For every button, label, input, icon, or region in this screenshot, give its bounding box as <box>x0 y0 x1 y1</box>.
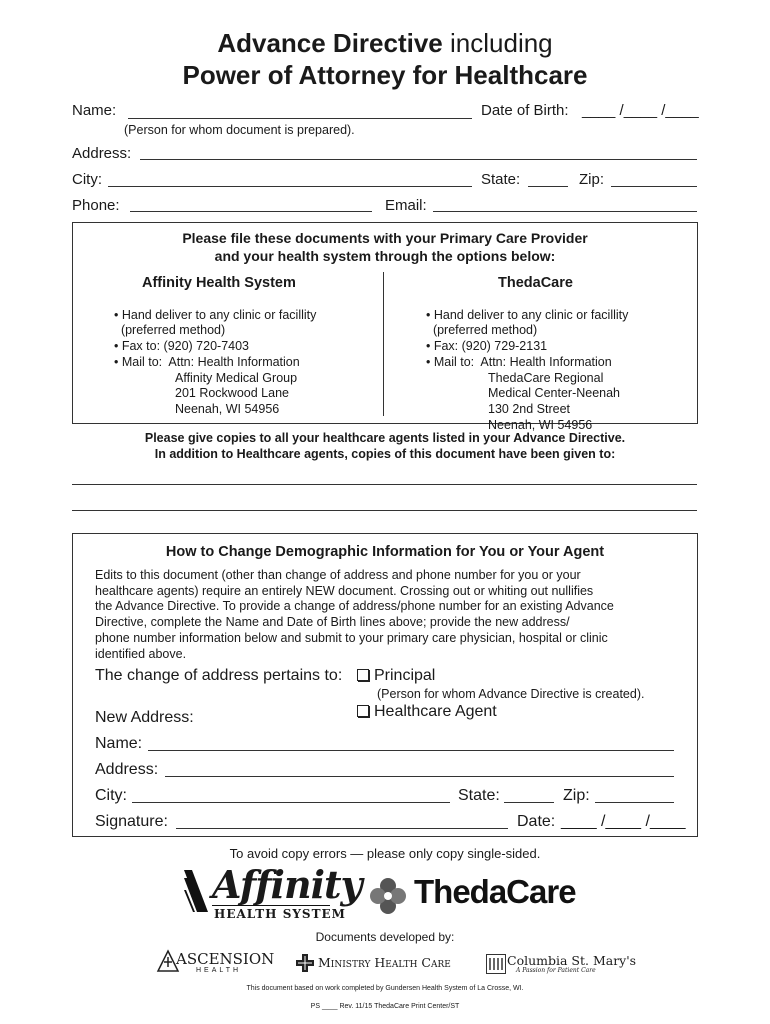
agent-checkbox[interactable] <box>357 705 369 717</box>
city-label: City: <box>72 171 102 188</box>
phone-field[interactable] <box>130 211 372 212</box>
document-subtitle: Power of Attorney for Healthcare <box>182 60 588 90</box>
para-line: phone number information below and submit to your primary care physician, hospital or clinic <box>95 630 608 645</box>
copies-line-1: Please give copies to all your healthcare agents listed in your Advance Directive. <box>144 431 626 445</box>
agent-zip-field[interactable] <box>595 802 674 803</box>
affinity-stripes-icon <box>182 868 210 914</box>
agent-name-label: Name: <box>95 735 143 752</box>
affinity-instructions <box>114 292 316 433</box>
principal-checkbox[interactable] <box>357 669 369 681</box>
name-field[interactable] <box>128 118 472 119</box>
columbia-logo-icon <box>486 954 506 974</box>
address-field[interactable] <box>140 159 697 160</box>
affinity-logo-rule <box>212 905 330 906</box>
agent-zip-label: Zip: <box>563 787 590 804</box>
affinity-line: • Fax to: (920) 720-7403 <box>114 339 250 354</box>
copy-note: To avoid copy errors — please only copy single-sided. <box>229 846 541 861</box>
thedacare-line: • Hand deliver to any clinic or facillity <box>426 307 629 322</box>
principal-note: (Person for whom Advance Directive is created). <box>377 687 645 701</box>
affinity-column-title: Affinity Health System <box>142 275 296 291</box>
affinity-logo-text: Affinity <box>212 862 362 907</box>
agent-city-field[interactable] <box>132 802 450 803</box>
ministry-logo-text: Ministry Health Care <box>318 955 451 970</box>
copies-recipient-line-1[interactable] <box>72 484 697 485</box>
phone-label: Phone: <box>72 197 120 214</box>
agent-label: Healthcare Agent <box>374 703 497 720</box>
state-label: State: <box>481 171 521 188</box>
column-divider <box>383 272 384 416</box>
state-field[interactable] <box>528 186 568 187</box>
affinity-line: 201 Rockwood Lane <box>175 386 289 401</box>
para-line: Directive, complete the Name and Date of Birth lines above; provide the new address/ <box>95 615 570 630</box>
pertains-label: The change of address pertains to: <box>95 667 343 684</box>
para-line: the Advance Directive. To provide a change of address/phone number for an existing Advance <box>95 599 614 614</box>
thedacare-line: Neenah, WI 54956 <box>488 417 593 432</box>
affinity-line: Affinity Medical Group <box>175 370 298 385</box>
columbia-logo-text: Columbia St. Mary's <box>507 953 637 968</box>
filing-heading-2: and your health system through the options below: <box>214 248 556 264</box>
change-heading: How to Change Demographic Information for You or Your Agent <box>165 544 605 560</box>
new-address-label: New Address: <box>95 709 194 726</box>
document-title <box>0 28 770 58</box>
title-bold: Advance Directive <box>217 28 443 58</box>
para-line: healthcare agents) require an entirely NEW document. Crossing out or whiting out nullifies <box>95 583 594 598</box>
para-line: Edits to this document (other than change of address and phone number for you or your <box>95 568 581 582</box>
thedacare-flower-icon <box>368 876 408 916</box>
principal-option[interactable] <box>357 668 435 684</box>
thedacare-line: • Fax: (920) 729-2131 <box>426 339 548 354</box>
agent-state-label: State: <box>458 787 500 804</box>
signature-field[interactable] <box>176 828 508 829</box>
copies-line-2: In addition to Healthcare agents, copies of this document have been given to: <box>154 447 616 461</box>
dob-label: Date of Birth: <box>481 102 569 119</box>
agent-city-label: City: <box>95 787 127 804</box>
affinity-logo-sub: HEALTH SYSTEM <box>214 907 346 921</box>
email-field[interactable] <box>433 211 697 212</box>
dob-field[interactable]: ____ /____ /____ <box>582 102 699 119</box>
thedacare-line: 130 2nd Street <box>488 401 571 416</box>
change-paragraph <box>95 568 685 662</box>
title-normal: including <box>450 28 553 58</box>
filing-heading-1: Please file these documents with your Primary Care Provider <box>182 230 588 246</box>
developed-by: Documents developed by: <box>315 930 455 944</box>
copies-recipient-line-2[interactable] <box>72 510 697 511</box>
signature-label: Signature: <box>95 813 168 830</box>
zip-label: Zip: <box>579 171 605 188</box>
agent-state-field[interactable] <box>504 802 554 803</box>
date-label: Date: <box>517 813 556 830</box>
agent-name-field[interactable] <box>148 750 674 751</box>
thedacare-line: Medical Center-Neenah <box>488 386 621 401</box>
agent-address-label: Address: <box>95 761 159 778</box>
agent-address-field[interactable] <box>165 776 674 777</box>
thedacare-line: (preferred method) <box>426 323 538 338</box>
credit-note: This document based on work completed by Gundersen Health System of La Crosse, WI. <box>246 985 524 992</box>
thedacare-line: ThedaCare Regional <box>488 370 604 385</box>
date-field[interactable]: ____ /____ /____ <box>561 813 686 830</box>
principal-label: Principal <box>374 667 436 684</box>
thedacare-instructions <box>426 292 628 449</box>
ascension-logo-text: ASCENSION <box>176 950 275 968</box>
para-line: identified above. <box>95 646 187 661</box>
address-label: Address: <box>72 145 132 162</box>
ministry-cross-icon <box>296 954 314 972</box>
city-field[interactable] <box>108 186 472 187</box>
columbia-logo-sub: A Passion for Patient Care <box>516 967 596 974</box>
email-label: Email: <box>385 197 427 214</box>
thedacare-logo-text: ThedaCare <box>414 873 576 910</box>
thedacare-column-title: ThedaCare <box>498 275 573 291</box>
affinity-line: Neenah, WI 54956 <box>175 401 280 416</box>
revision-note: PS ____ Rev. 11/15 ThedaCare Print Center/ST <box>310 1003 460 1010</box>
affinity-line: • Mail to: Attn: Health Information <box>114 354 300 369</box>
person-note: (Person for whom document is prepared). <box>124 123 355 137</box>
affinity-line: (preferred method) <box>114 323 226 338</box>
name-label: Name: <box>72 102 117 119</box>
ascension-logo-sub: HEALTH <box>196 967 242 974</box>
affinity-line: • Hand deliver to any clinic or facillity <box>114 307 317 322</box>
agent-option[interactable] <box>357 704 497 720</box>
thedacare-line: • Mail to: Attn: Health Information <box>426 354 612 369</box>
zip-field[interactable] <box>611 186 697 187</box>
